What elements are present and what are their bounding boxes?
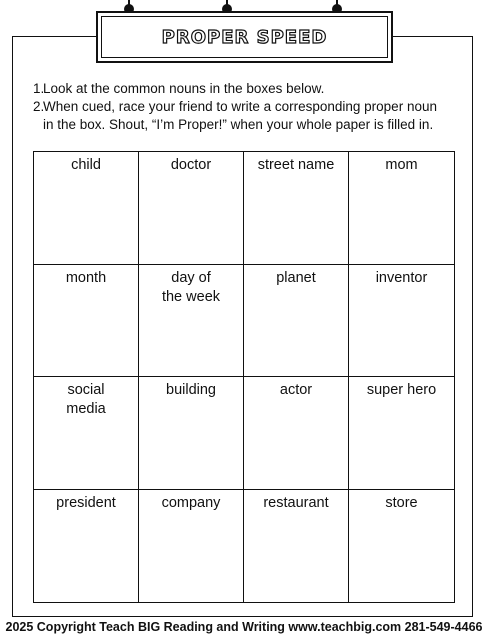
instruction-1 <box>33 80 473 98</box>
instruction-2-number: 2. <box>33 99 45 114</box>
common-noun-label: super hero <box>366 382 437 398</box>
noun-box[interactable] <box>244 152 349 265</box>
common-noun-label: inventor <box>375 269 428 286</box>
noun-box[interactable] <box>34 377 139 490</box>
noun-box[interactable] <box>139 265 244 378</box>
common-noun-label: mom <box>385 157 418 173</box>
noun-box[interactable] <box>244 265 349 378</box>
noun-box[interactable] <box>34 265 139 378</box>
instructions <box>33 80 473 134</box>
instruction-2-continued: in the box. Shout, “I’m Proper!” when your whole paper is filled in. <box>43 117 434 132</box>
instruction-1-number: 1. <box>33 81 45 96</box>
noun-grid <box>33 151 455 603</box>
noun-box[interactable] <box>34 152 139 265</box>
noun-box[interactable] <box>349 490 454 603</box>
noun-box[interactable] <box>349 265 454 378</box>
noun-box[interactable] <box>139 152 244 265</box>
common-noun-label: month <box>65 269 107 286</box>
common-noun-label: store <box>385 494 418 511</box>
common-noun-label: president <box>56 494 116 511</box>
common-noun-label: planet <box>276 269 316 286</box>
noun-box[interactable] <box>244 377 349 490</box>
title-inner-border <box>101 16 388 58</box>
common-noun-label: social <box>67 382 105 398</box>
noun-box[interactable] <box>349 152 454 265</box>
common-noun-label: actor <box>279 382 313 398</box>
noun-box[interactable] <box>139 377 244 490</box>
common-noun-label: the week <box>161 288 221 305</box>
common-noun-label: day of <box>171 269 211 286</box>
instruction-1-text: Look at the common nouns in the boxes below. <box>43 81 325 96</box>
common-noun-label: restaurant <box>263 494 329 511</box>
common-noun-label: company <box>161 494 221 511</box>
noun-box[interactable] <box>244 490 349 603</box>
common-noun-label: child <box>71 157 101 173</box>
common-noun-label: media <box>66 401 106 417</box>
copyright-footer: 2025 Copyright Teach BIG Reading and Writing www.teachbig.com 281-549-4466 <box>5 620 483 634</box>
noun-box[interactable] <box>34 490 139 603</box>
instruction-2 <box>33 98 473 116</box>
noun-box[interactable] <box>139 490 244 603</box>
noun-box[interactable] <box>349 377 454 490</box>
title-banner <box>96 11 393 63</box>
instruction-2-text: When cued, race your friend to write a corresponding proper noun <box>43 99 437 114</box>
page-title: PROPER SPEED <box>161 26 328 48</box>
common-noun-label: street name <box>257 157 335 173</box>
common-noun-label: doctor <box>170 157 212 173</box>
common-noun-label: building <box>166 382 216 398</box>
